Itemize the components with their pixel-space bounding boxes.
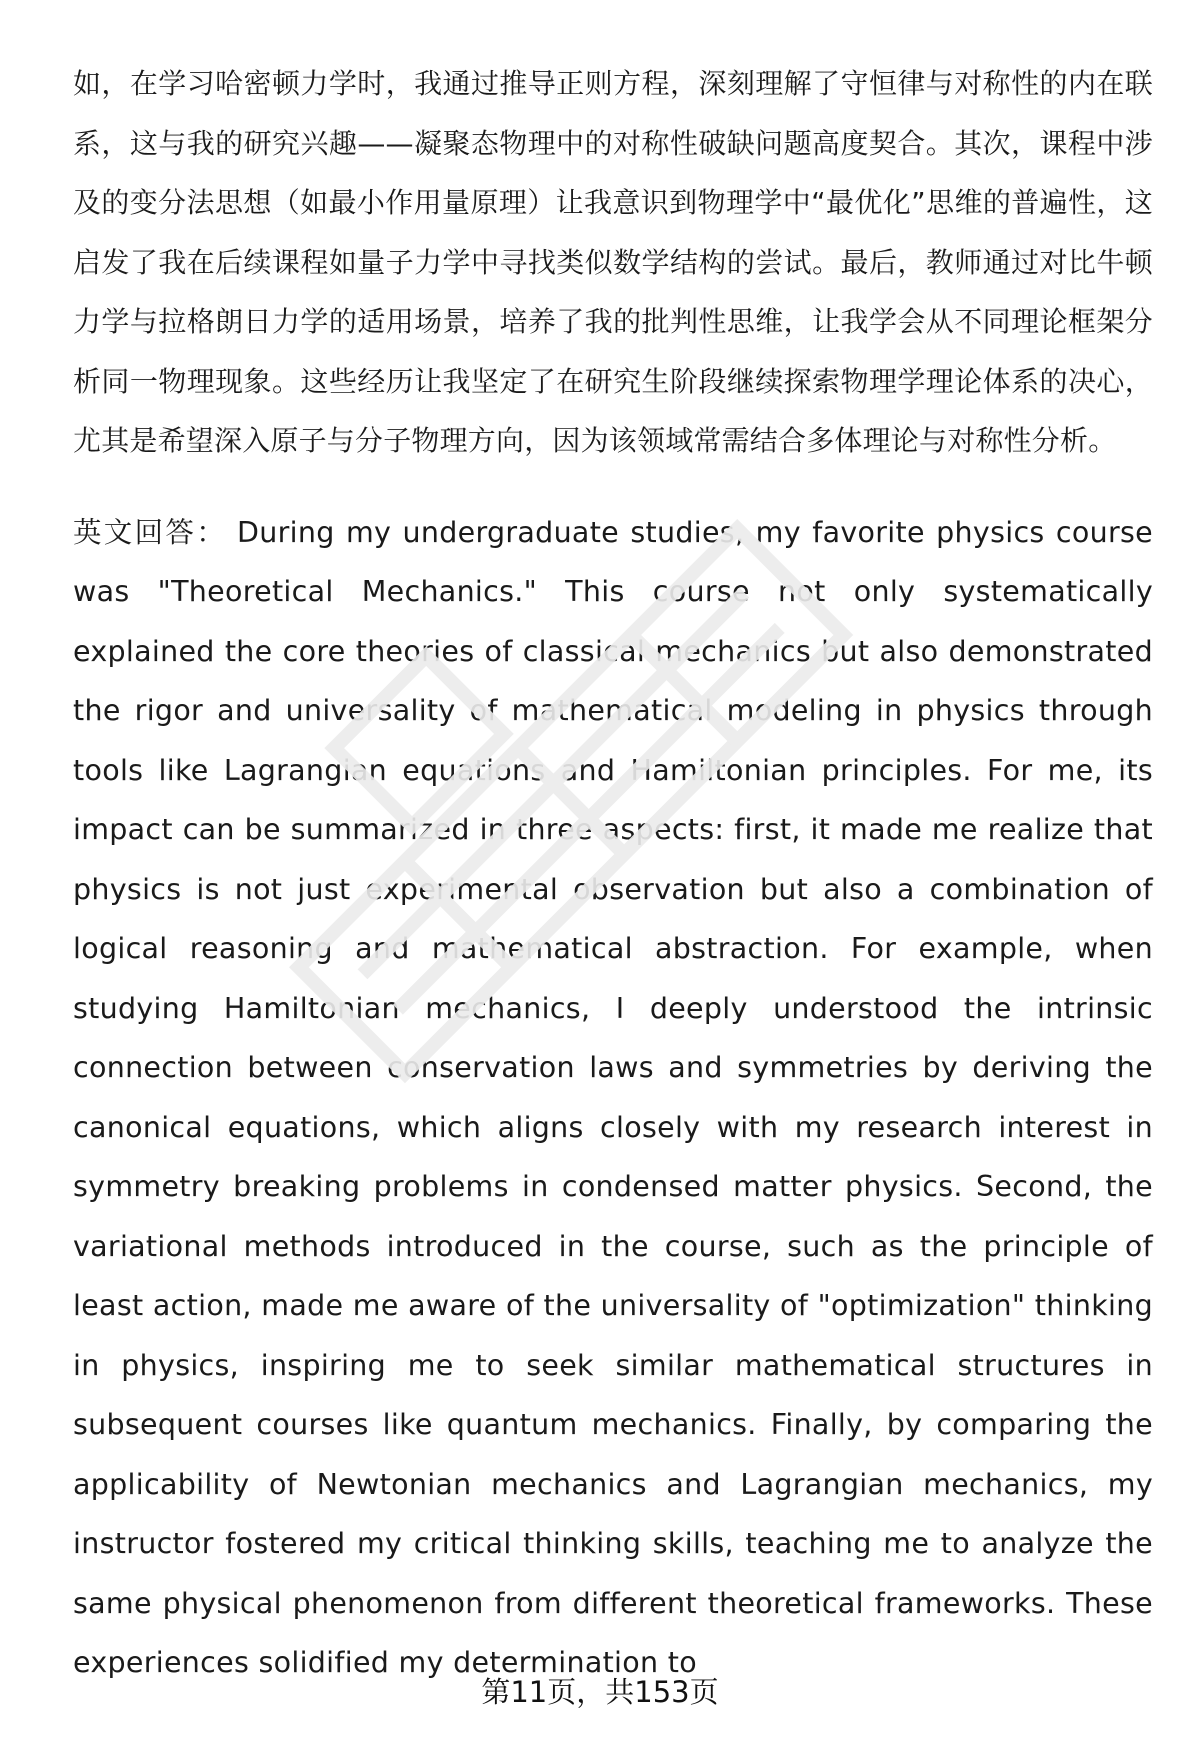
english-answer-paragraph: [73, 503, 1153, 1693]
chinese-answer-paragraph: 如，在学习哈密顿力学时，我通过推导正则方程，深刻理解了守恒律与对称性的内在联系，这与我的研究兴趣——凝聚态物理中的对称性破缺问题高度契合。其次，课程中涉及的变分法思想（如最小作用量原理）让我意识到物理学中“最优化”思维的普遍性，这启发了我在后续课程如量子力学中寻找类似数学结构的尝试。最后，教师通过对比牛顿力学与拉格朗日力学的适用场景，培养了我的批判性思维，让我学会从不同理论框架分析同一物理现象。这些经历让我坚定了在研究生阶段继续探索物理学理论体系的决心，尤其是希望深入原子与分子物理方向，因为该领域常需结合多体理论与对称性分析。: [73, 67, 1153, 457]
english-answer-label: 英文回答：: [73, 515, 227, 549]
page-number: 第11页，共153页: [481, 1675, 719, 1709]
english-answer-text: During my undergraduate studies, my favorite physics course was "Theoretical Mechanics." This course not only systematically explained the core theories of classical mechanics but also demonstrated the rigor and universality of mathematical modeling in physics through tools like Lagrangian equations and Hamiltonian principles. For me, its impact can be summarized in three aspects: first, it made me realize that physics is not just experimental observation but also a combination of logical reasoning and mathematical abstraction. For example, when studying Hamiltonian mechanics, I deeply understood the intrinsic connection between conservation laws and symmetries by deriving the canonical equations, which aligns closely with my research interest in symmetry breaking problems in condensed matter physics. Second, the variational methods introduced in the course, such as the principle of least action, made me aware of the universality of "optimization" thinking in physics, inspiring me to seek similar mathematical structures in subsequent courses like quantum mechanics. Finally, by comparing the applicability of Newtonian mechanics and Lagrangian mechanics, my instructor fostered my critical thinking skills, teaching me to analyze the same physical phenomenon from different theoretical frameworks. These experiences solidified my determination to: [73, 515, 1153, 1679]
document-body: [73, 54, 1153, 1693]
